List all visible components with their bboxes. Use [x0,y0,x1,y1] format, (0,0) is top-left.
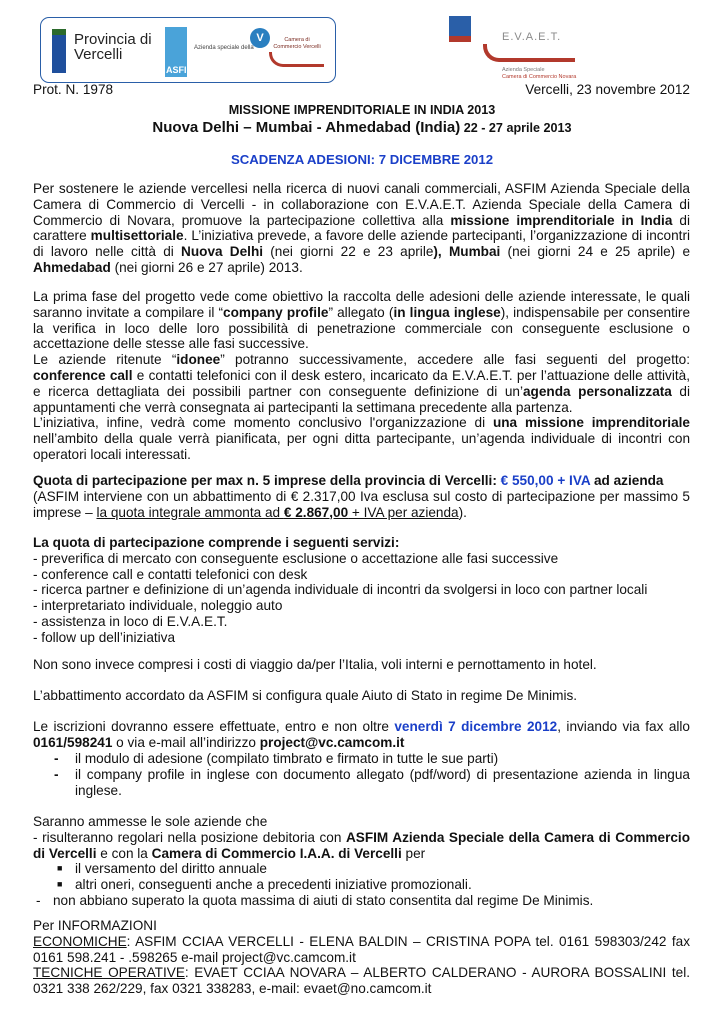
text-run: Le aziende ritenute “ [33,352,177,368]
asfim-caption: Azienda speciale della [194,45,254,51]
document-title: MISSIONE IMPRENDITORIALE IN INDIA 2013 [228,103,496,117]
text-run: agenda personalizzata [522,383,672,399]
text-run: Saranno ammesse le sole aziende che [33,814,268,829]
paragraph [33,688,690,704]
text-run: Per INFORMAZIONI [33,918,157,933]
document-subtitle: Nuova Delhi – Mumbai - Ahmedabad (India) 22 - 27 aprile 2013 [152,119,572,136]
crest-icon [52,29,66,73]
text-run: (nei giorni 24 e 25 aprile) e [500,244,690,260]
text-run: project@vc.camcom.it [259,734,405,750]
text-run: ad azienda [590,473,664,488]
paragraph [33,473,690,520]
iscrizioni-list [33,751,690,798]
text-run: La quota di partecipazione comprende i seguenti servizi: [33,535,400,550]
text-run: ), Mumbai [433,244,501,260]
text-run: Per sostenere le aziende vercellesi nella ricerca di nuovi canali commerciali, ASFIM Azienda Speciale della Camera di Commercio di Vercelli - in collaborazione con E.V.A.E.T. Azienda Speciale della Camera di Commercio di Novara, promuove la partecipazione collettiva alla [33,181,690,228]
text-run: nell’ambito della quale verrà pianificata, per ogni ditta partecipante, un’agenda individuale di incontri con operatori locali interessati. [33,431,690,462]
text-run: : EVAET CCIAA NOVARA – ALBERTO CALDERANO - AURORA BOSSALINI tel. 0321 338 262/229, fax 0321 338283, e-mail: evaet@no.camcom.it [33,965,690,997]
text-run: - preverifica di mercato con conseguente esclusione o accettazione alle fasi successive [33,550,559,566]
text-run: ), indispensabile per consentire la verifica in loco delle loro possibilità di penetrazione commerciale con conseguente esclusione o accettazione delle stesse alle fasi successive. [33,304,691,352]
text-run: - follow up dell’iniziativa [33,629,176,645]
text-run: (nei giorni 26 e 27 aprile) 2013. [110,259,303,275]
text-run: ” allegato ( [328,304,394,320]
cciaa-vercelli-logo-text: Camera di Commercio Vercelli [273,37,321,50]
text-run: o via e-mail all’indirizzo [112,734,260,750]
text-run: ). [458,504,467,520]
text-run: - assistenza in loco di E.V.A.E.T. [33,613,228,629]
list-item: - non abbiano superato la quota massima di aiuti di stato consentita dal regime De Minimis. [36,892,594,908]
text-run: Nuova Delhi [181,244,264,260]
text-run: missione imprenditoriale in India [450,212,673,228]
paragraph [33,814,690,861]
text-run: conference call [33,367,133,383]
evaet-logo-text: E.V.A.E.T. [502,31,562,43]
text-run: - conference call e contatti telefonici con desk [33,566,308,582]
deadline-heading: SCADENZA ADESIONI: 7 DICEMBRE 2012 [230,152,494,167]
paragraph [33,657,690,673]
evaet-icon [449,16,471,42]
paragraph [33,719,690,751]
text-run: in lingua inglese [393,304,501,320]
asfim-logo-text: ASFIM [166,65,194,75]
text-run: ECONOMICHE [33,933,127,949]
text-run: (ASFIM interviene con un abbattimento di € 2.317,00 Iva esclusa sul costo di partecipazione per massimo 5 imprese – [33,488,690,520]
text-run: L’abbattimento accordato da ASFIM si configura quale Aiuto di Stato in regime De Minimis. [33,688,578,703]
document-date: Vercelli, 23 novembre 2012 [525,82,690,97]
text-run: la quota integrale ammonta ad [96,504,284,520]
text-run: e con la [96,845,152,861]
text-run: (nei giorni 22 e 23 aprile [263,244,434,260]
cciaa-icon: V [250,28,270,48]
text-run: ” potranno successivamente, accedere alle fasi seguenti del progetto: [220,352,690,368]
text-run: Quota di partecipazione per max n. 5 imprese della provincia di Vercelli: [33,473,501,488]
paragraph [33,181,690,276]
text-run: , inviando via fax allo [557,719,690,734]
text-run: Camera di Commercio I.A.A. di Vercelli [151,845,402,861]
text-run: multisettoriale [90,228,184,244]
list-item: - il company profile in inglese con documento allegato (pdf/word) di presentazione azienda in lingua inglese. [54,766,690,798]
text-run: ASFIM Azienda Speciale della Camera di Commercio di Vercelli [33,829,690,861]
list-item: - il modulo di adesione (compilato timbrato e firmato in tutte le sue parti) [54,751,499,766]
text-run: di carattere [33,212,690,244]
text-run: La prima fase del progetto vede come obiettivo la raccolta delle adesioni delle aziende interessate, le quali saranno invitate a compilare il “ [33,289,690,320]
text-run: company profile [223,304,329,320]
text-run: Le iscrizioni dovranno essere effettuate, entro e non oltre [33,719,395,734]
text-run: - interpretariato individuale, noleggio auto [33,598,283,614]
list-item: ■ altri oneri, conseguenti anche a precedenti iniziative promozionali. [57,876,472,892]
text-run: . L’iniziativa prevede, a favore delle aziende partecipanti, l’organizzazione di incontri di lavoro nelle città di [33,228,691,260]
protocol-number: Prot. N. 1978 [33,82,114,97]
text-run: Non sono invece compresi i costi di viaggio da/per l’Italia, voli interni e pernottamento in hotel. [33,657,597,672]
text-run: 0161/598241 [33,734,113,750]
text-run: L’iniziativa, infine, vedrà come momento conclusivo l'organizzazione di [33,415,493,431]
text-run: idonee [176,352,221,368]
text-run: TECNICHE OPERATIVE [33,965,185,981]
evaet-subtitle: Azienda Speciale Camera di Commercio Novara [502,67,577,80]
cciaa-swoosh-icon [269,52,324,67]
list-item: ■ il versamento del diritto annuale [57,861,267,876]
text-run: una missione imprenditoriale [492,415,690,431]
text-run: per [401,845,426,861]
text-run: - risulteranno regolari nella posizione debitoria con [33,829,346,845]
text-run: € 550,00 + IVA [500,473,591,488]
paragraph [33,289,690,463]
text-run: - ricerca partner e definizione di un’agenda individuale di incontri da svolgersi in loco con partner locali [33,582,648,598]
paragraph [33,918,690,997]
evaet-swoosh-icon [483,44,575,62]
text-run: € 2.867,00 [283,504,349,520]
text-run: di appuntamenti che verrà consegnata ai partecipanti la settimana precedente alla partenza. [33,383,691,415]
text-run: : ASFIM CCIAA VERCELLI - ELENA BALDIN – CRISTINA POPA tel. 0161 598303/242 fax 0161 598.241 - .598265 e-mail project@vc.camcom.it [33,933,690,965]
text-run: + IVA per azienda [348,504,459,520]
provincia-vercelli-logo: Provincia di Vercelli [52,29,164,73]
paragraph [33,535,690,646]
text-run: venerdì 7 dicembre 2012 [394,719,558,734]
ammesse-list [33,861,690,908]
text-run: Ahmedabad [33,259,111,275]
text-run: e contatti telefonici con il desk estero, incaricato da E.V.A.E.T. per l’attuazione delle attività, e ricerca dettagliata dei possibili partner con conseguente definizione di un’ [33,367,690,399]
